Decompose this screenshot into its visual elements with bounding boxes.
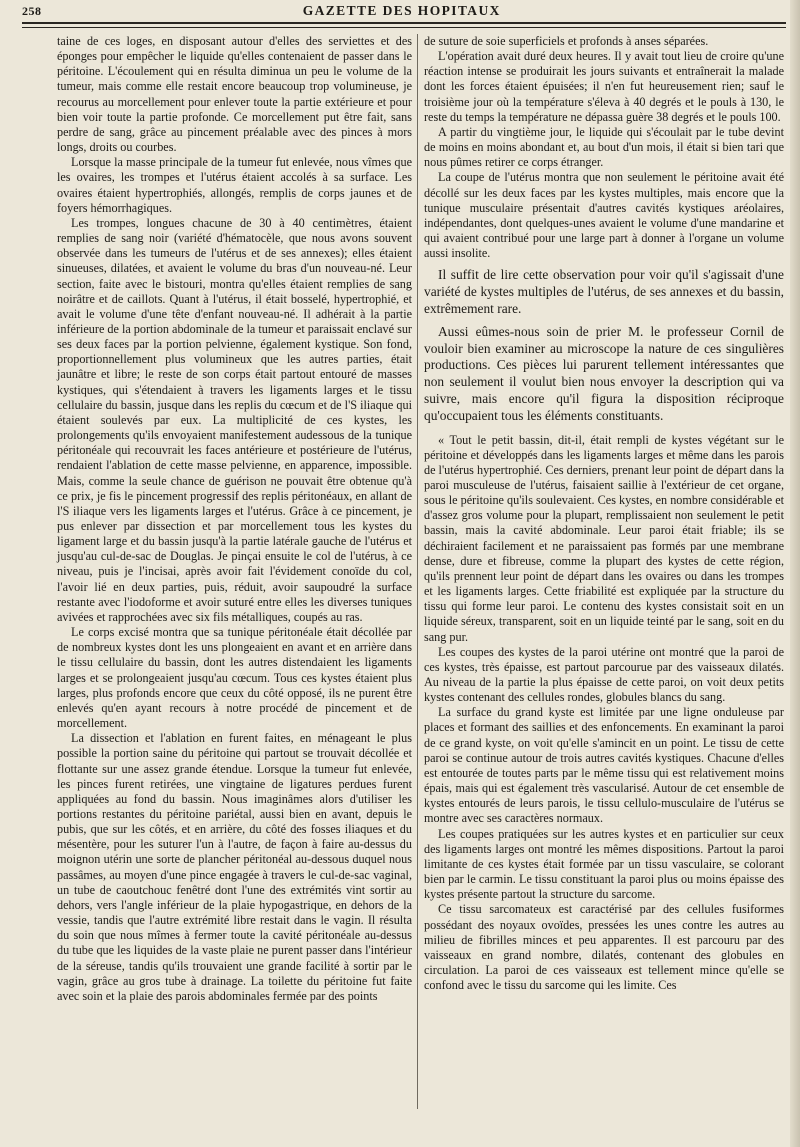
header-rule-thin [22,27,786,28]
large-paragraph: Il suffit de lire cette observation pour voir qu'il s'agissait d'une variété de kystes multiples de l'utérus, de ses annexes et du bassin, extrêmement rare. [424,267,784,316]
journal-title: GAZETTE DES HOPITAUX [302,3,501,18]
page-header [22,0,786,22]
report-paragraph: « Tout le petit bassin, dit-il, était rempli de kystes végétant sur le péritoine et développés dans les ligaments larges et même dans les parois de l'utérus hypertrophié. Ces derniers, prenant leur point de départ dans la paroi musculeuse de l'utérus, faisaient saillie à l'extérieur de cet organe, sous le péritoine qu'ils soulevaient. Ces kystes, en nombre considérable et d'assez gros volume pour la plupart, remplissaient non seulement le petit bassin, mais la cavité abdominale. Leur paroi était friable; ils se déchiraient facilement et ne paraissaient pas formés par une membrane dense, dure et fibreuse, comme la plupart des kystes de cette région, qu'ils prennent leur point de départ dans les ovaires ou dans les trompes et les ligaments larges. Cette friabilité est expliquée par la structure du tissu qui forme leur paroi. Le contenu des kystes consistait soit en un liquide séreux, transparent, soit en un liquide teinté par le sang, soit en du sang pur. [424,432,784,644]
page-number: 258 [22,3,42,18]
page-edge [790,0,800,1147]
report-paragraph: Les coupes des kystes de la paroi utérine ont montré que la paroi de ces kystes, très épaisse, est partout parcourue par des vaisseaux dilatés. Au niveau de la partie la plus épaisse de cette paroi, on voit deux petits kystes contenant des cellules rondes, globules blancs du sang. [424,644,784,705]
paragraph: Les trompes, longues chacune de 30 à 40 centimètres, étaient remplies de sang noir (variété d'hématocèle, que nous avons souvent observée dans les tumeurs de l'utérus et de ses annexes); elles étaient sinueuses, dilatées, et avaient le volume du bras d'un nouveau-né. Leur section, faite avec le bistouri, montra qu'elles étaient remplies de sang noirâtre et de caillots. Quant à l'utérus, il était bosselé, hypertrophié, et avait le volume d'une tête d'enfant nouveau-né. Il adhérait à la partie inférieure de la portion abdominale de la tumeur et paraissait enclavé sur ses deux faces par la portion pelvienne, également kystique. Son fond, proportionnellement plus volumineux que les autres parties, était jaunâtre et libre; le reste de son corps était partout entouré de masses kystiques, qui s'étendaient à travers les ligaments larges et le tissu cellulaire du bassin, jusque dans les replis du cœcum et de l'S iliaque qui étaient soulevés par eux. La multiplicité de ces kystes, les prolongements qu'ils envoyaient manifestement audessous de la tunique péritonéale qui recouvrait les faces antérieure et postérieure de l'utérus, rendaient l'ablation de cette masse pelvienne, en apparence, impossible. Mais, comme la seule chance de guérison ne pouvait être obtenue qu'à ce prix, je fis le pincement progressif des replis péritonéaux, en allant de l'S iliaque vers les ligaments larges et l'utérus. Grâce à ce pincement, je pus enlever par dissection et par morcellement tous les kystes du ligament large et du bassin jusqu'à la partie latérale gauche de l'utérus et jusqu'au cul-de-sac de Douglas. Je pinçai ensuite le col de l'utérus, à ce niveau, puis je l'incisai, après avoir fait l'évidement conoïde du col, l'avoir lié en deux parties, puis, réduit, avoir saupoudré la surface restante avec l'iodoforme et avoir suturé entre elles les diverses tuniques avivées et rapprochées avec six fils métalliques, coupés au ras. [57,215,412,624]
paragraph: L'opération avait duré deux heures. Il y avait tout lieu de croire qu'une réaction intense se produirait les jours suivants et entraînerait la malade dont les forces étaient épuisées; il n'en fut heureusement rien; sauf le troisième jour où la température s'éleva à 40 degrés et le pouls à 130, le reste du temps la température ne dépassa guère 38 degrés et le pouls 100. [424,49,784,124]
left-column [57,34,412,1004]
paragraph: A partir du vingtième jour, le liquide qui s'écoulait par le tube devint de moins en moins abondant et, au bout d'un mois, il était si bien tari que nous pûmes retirer ce corps étranger. [424,124,784,170]
right-column [424,34,784,993]
paragraph: Le corps excisé montra que sa tunique péritonéale était décollée par de nombreux kystes dont les uns plongeaient en avant et en arrière dans le tissu cellulaire du bassin, dont les autres distendaient les ligaments larges et se prolongeaient jusqu'au cœcum. Tous ces kystes étaient plus larges, plus profonds encore que ceux du côté opposé, ils ne purent être enlevés qu'en ayant recours à notre procédé de pincement et de morcellement. [57,625,412,731]
header-rule-thick [22,22,786,24]
paragraph: La dissection et l'ablation en furent faites, en ménageant le plus possible la portion saine du péritoine qui partout se trouvait décollée et flottante sur une assez grande étendue. Lorsque la tumeur fut enlevée, les pinces furent retirées, une vingtaine de ligatures perdues furent appliquées au fond du bassin. Nous imaginâmes alors d'utiliser les portions restantes du péritoine pariétal, aussi bien en avant, depuis le pubis, que sur les côtés, et en arrière, du côté des fosses iliaques et du mésentère, pour les suturer l'un à l'autre, de façon à faire au-dessus du moignon utérin une sorte de plancher péritonéal au-dessous duquel nous passâmes, au moyen d'une pince engagée à travers le cul-de-sac vaginal, un tube de caoutchouc fenêtré dont l'une des extrémités vint sortir au dehors, vers l'angle inférieur de la plaie hypogastrique, en dehors de la vessie, tandis que l'autre extrémité libre restait dans le vagin. Il résulta du soin que nous mîmes à fermer toute la cavité péritonéale au-dessus du tube que les liquides de la vaste plaie ne purent passer dans l'intérieur de la séreuse, tandis qu'ils trouvaient une grande facilité à sortir par le vagin, grâce au gros tube à drainage. La toilette du péritoine fut faite avec soin et la plaie des parois abdominales fermée par des points [57,731,412,1003]
report-paragraph: Les coupes pratiquées sur les autres kystes et en particulier sur ceux des ligaments larges ont montré les mêmes dispositions. Partout la paroi limitante de ces kystes était formée par un tissu vasculaire, se colorant bien par le carmin. Le tissu constituant la paroi plus ou moins épaisse des kystes présente partout la structure du sarcome. [424,826,784,902]
paragraph: de suture de soie superficiels et profonds à anses séparées. [424,34,709,48]
large-paragraph: Aussi eûmes-nous soin de prier M. le professeur Cornil de vouloir bien examiner au microscope la nature de ces singulières productions. Ces pièces lui parurent tellement intéressantes que non seulement il voulut bien nous envoyer la description qui va suivre, mais encore qu'il figura la disposition réciproque qu'occupaient tous les éléments constituants. [424,323,784,423]
report-paragraph: Ce tissu sarcomateux est caractérisé par des cellules fusiformes possédant des noyaux ovoïdes, pressées les unes contre les autres au milieu de fibrilles minces et peu apparentes. Il est parcouru par des vaisseaux en grand nombre, dilatés, contenant des globules en circulation. La paroi de ces vaisseaux est tellement mince qu'elle se confond avec le tissu du sarcome qui les limite. Ces [424,902,784,993]
paragraph: Lorsque la masse principale de la tumeur fut enlevée, nous vîmes que les ovaires, les trompes et l'utérus étaient accolés à sa surface. Les ovaires étaient hypertrophiés, allongés, remplis de corps jaunes et de foyers hémorrhagiques. [57,155,412,215]
paragraph: La coupe de l'utérus montra que non seulement le péritoine avait été décollé sur les deux faces par les kystes multiples, mais encore que la tunique musculaire présentait d'autres cavités kystiques aréolaires, indépendantes, dont quelques-unes avaient le volume d'une mandarine et qui avaient contribué pour une large part à donner à l'organe un volume aussi insolite. [424,170,784,261]
column-divider [417,34,418,1109]
paragraph: taine de ces loges, en disposant autour d'elles des serviettes et des éponges pour empêcher le liquide qu'elles contenaient de passer dans le péritoine. L'écoulement qui en résulta diminua un peu le volume de la tumeur, mais comme elle restait encore beaucoup trop volumineuse, je recourus au morcellement pour enlever toute la partie extérieure et pour bien voir toute la partie profonde. Ce morcellement put être fait, sans perdre de sang, grâce au pincement préalable avec des pinces à mors longs, droits ou courbes. [57,34,412,155]
report-paragraph: La surface du grand kyste est limitée par une ligne onduleuse par places et formant des saillies et des enfoncements. En examinant la paroi de ce grand kyste, on voit qu'elle s'amincit en un point. Le tissu de cette paroi se continue autour de trois autres cavités kystiques. Chacune d'elles est entourée de toutes parts par le même tissu qui est relativement moins épais, mais qui est également très vascularisé. Autour de cet ensemble de kystes entourés de leurs parois, le tissu cellulo-musculaire de l'utérus se montre avec ses caractères normaux. [424,705,784,826]
